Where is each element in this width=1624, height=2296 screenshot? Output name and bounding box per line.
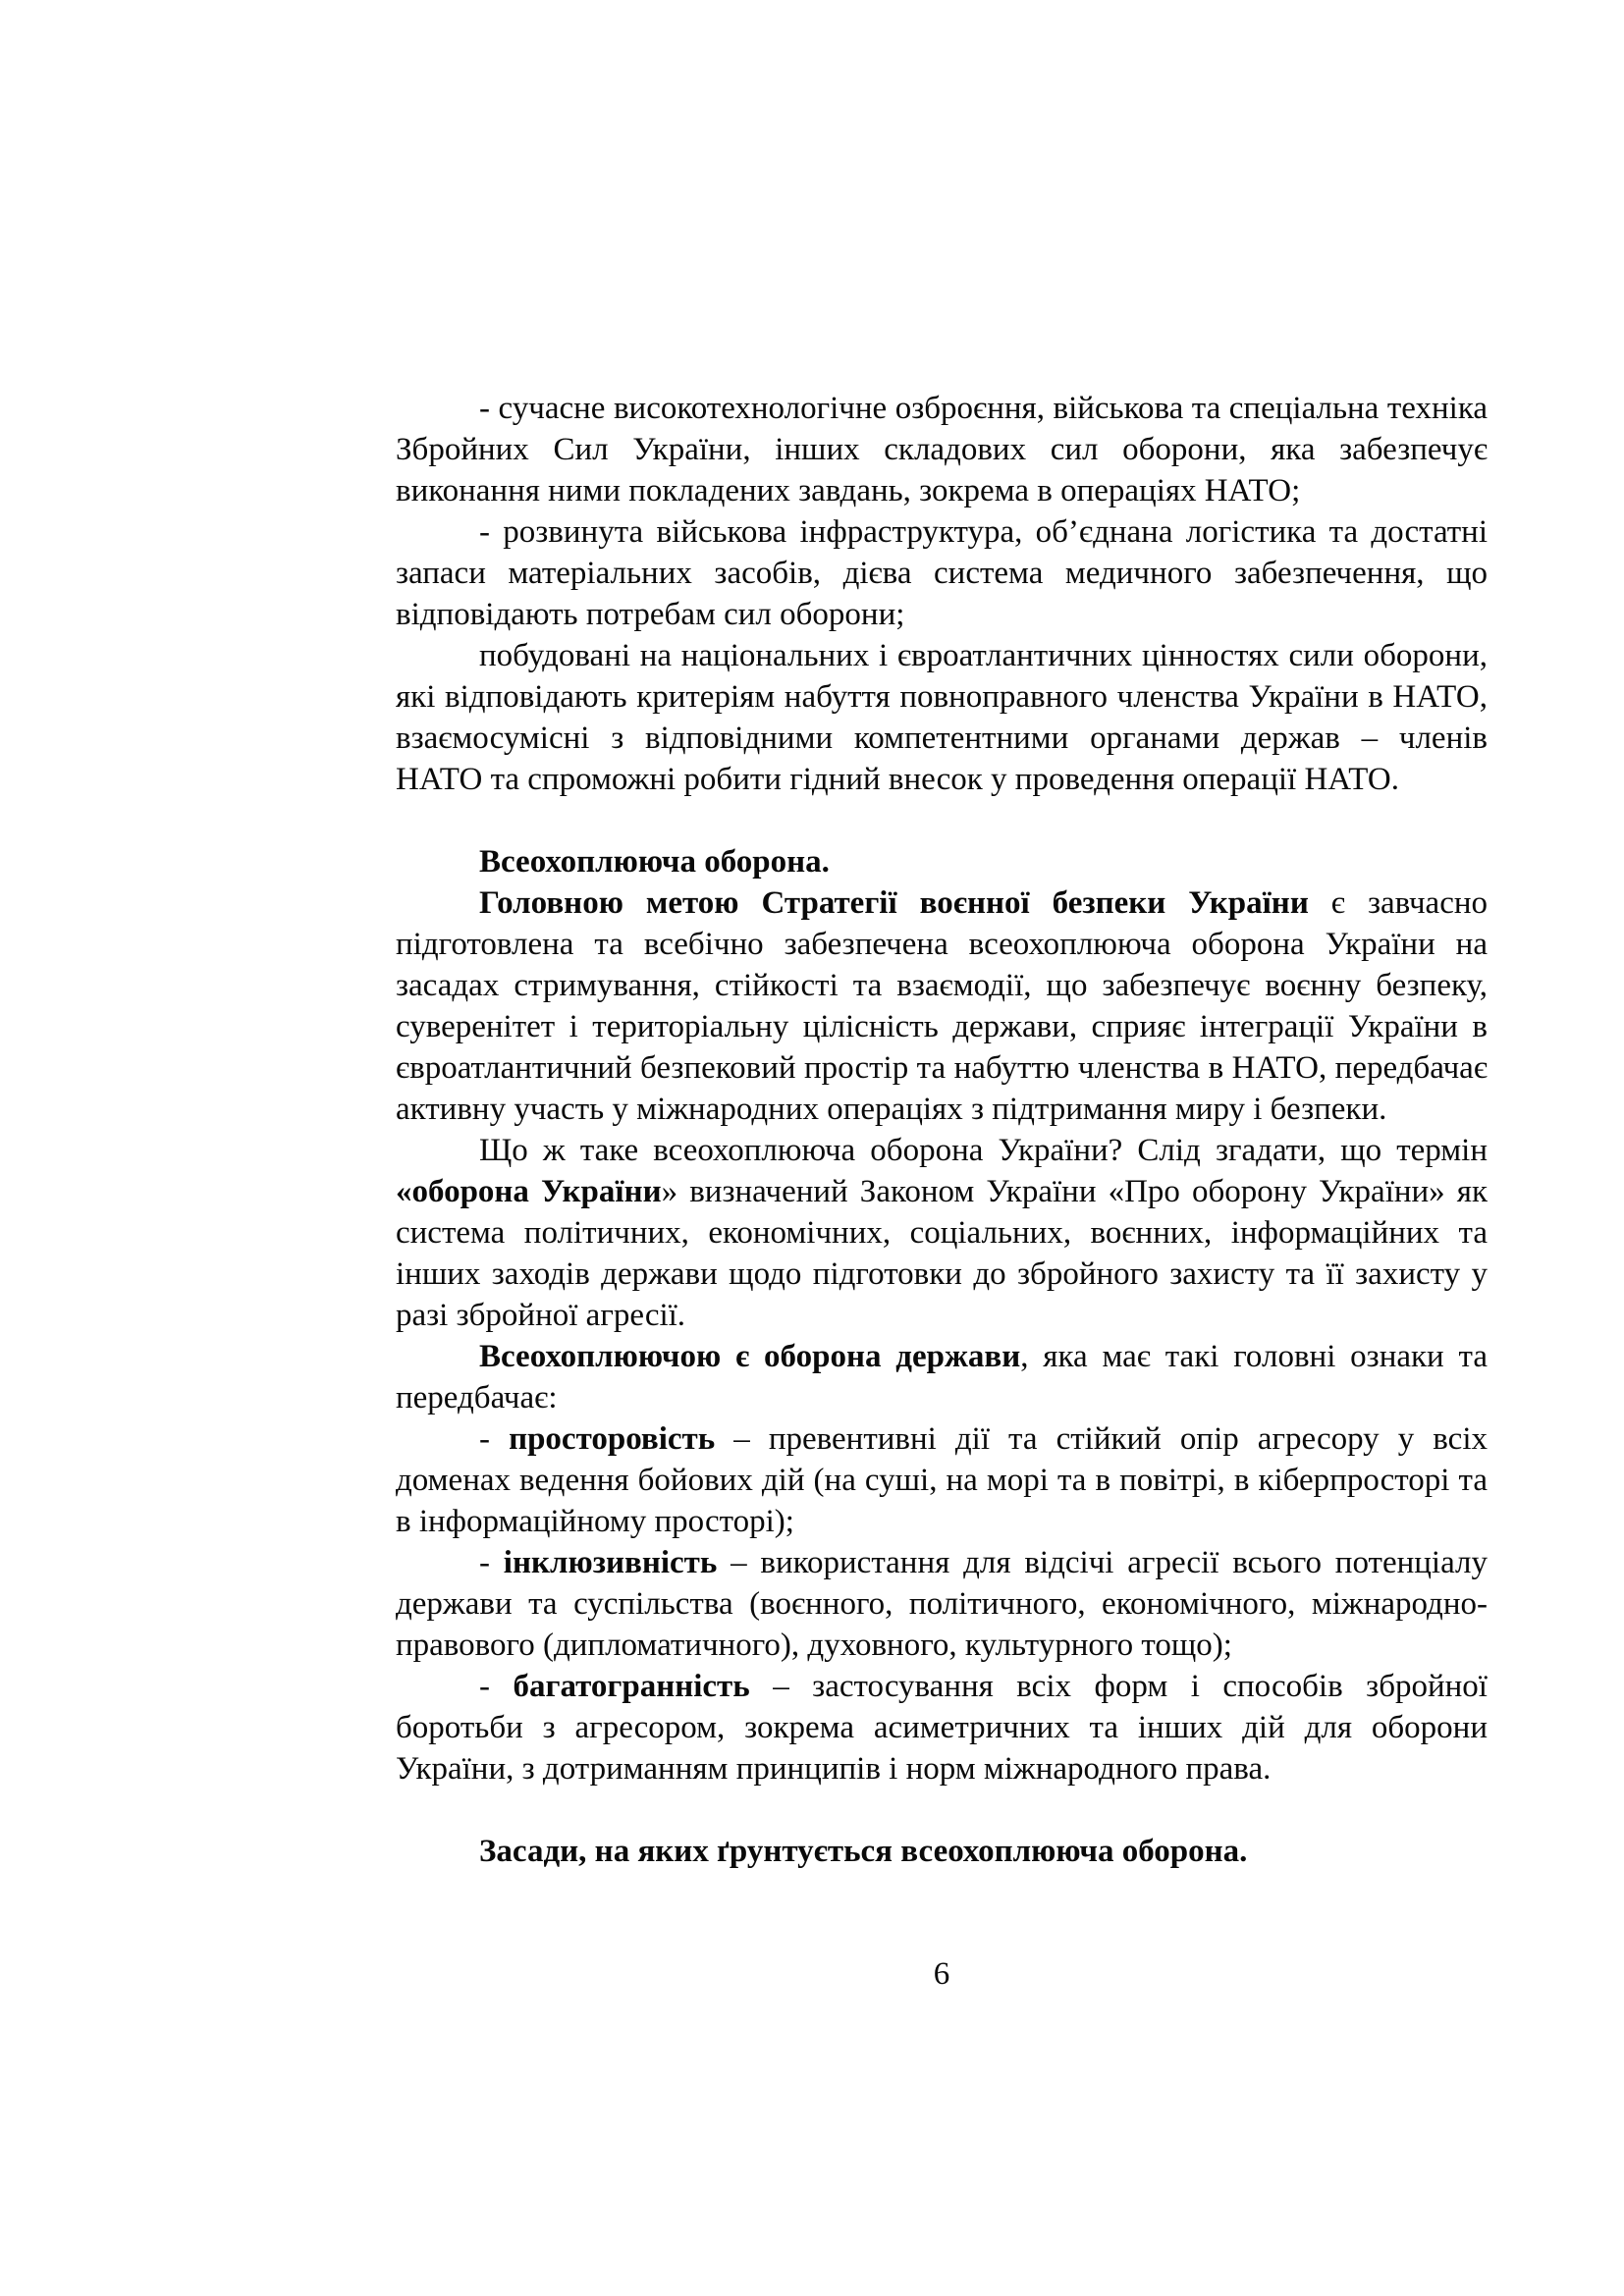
paragraph bbox=[396, 511, 1488, 635]
paragraph-text: Що ж таке всеохоплююча оборона України? Слід згадати, що термін bbox=[479, 1133, 1488, 1168]
heading-text: Всеохоплююча оборона. bbox=[479, 844, 830, 880]
paragraph-text: , яка має такі головні ознаки та передбачає: bbox=[396, 1339, 1488, 1415]
paragraph-text: - розвинута військова інфраструктура, об’єднана логістика та достатні запаси матеріальних засобів, дієва система медичного забезпечення, що відповідають потребам сил оборони; bbox=[396, 514, 1488, 632]
list-item bbox=[396, 1666, 1488, 1789]
list-item bbox=[396, 1418, 1488, 1542]
bold-term: Головною метою Стратегії воєнної безпеки України bbox=[479, 885, 1309, 921]
list-marker: - bbox=[479, 1545, 504, 1580]
paragraph-text: – застосування всіх форм і способів збройної боротьби з агресором, зокрема асиметричних та інших дій для оборони України, з дотриманням принципів і норм міжнародного права. bbox=[396, 1669, 1488, 1787]
section-heading bbox=[396, 1831, 1488, 1872]
section-heading bbox=[396, 841, 1488, 882]
paragraph bbox=[396, 388, 1488, 511]
page-number: 6 bbox=[933, 1956, 950, 1992]
bold-term: «оборона України bbox=[396, 1174, 662, 1209]
bold-term: просторовість bbox=[509, 1421, 716, 1457]
paragraph bbox=[396, 1130, 1488, 1336]
paragraph bbox=[396, 882, 1488, 1130]
page-body-text bbox=[396, 388, 1488, 1872]
bold-term: Всеохоплюючою є оборона держави bbox=[479, 1339, 1021, 1374]
paragraph-text: - сучасне високотехнологічне озброєння, військова та спеціальна техніка Збройних Сил України, інших складових сил оборони, яка забезпечує виконання ними покладених завдань, зокрема в операціях НАТО; bbox=[396, 391, 1488, 508]
paragraph bbox=[396, 1336, 1488, 1418]
paragraph bbox=[396, 635, 1488, 800]
blank-line bbox=[396, 1789, 1488, 1831]
list-marker: - bbox=[479, 1421, 510, 1457]
paragraph-text: є завчасно підготовлена та всебічно забезпечена всеохоплююча оборона України на засадах стримування, стійкості та взаємодії, що забезпечує воєнну безпеку, суверенітет і територіальну цілісність держави, сприяє інтеграції України в євроатлантичний безпековий простір та набуттю членства в НАТО, передбачає активну участь у міжнародних операціях з підтримання миру і безпеки. bbox=[396, 885, 1488, 1127]
paragraph-text: » визначений Законом України «Про оборону України» як система політичних, економічних, соціальних, воєнних, інформаційних та інших заходів держави щодо підготовки до збройного захисту та її захисту у разі збройної агресії. bbox=[396, 1174, 1488, 1333]
heading-text: Засади, на яких ґрунтується всеохоплююча оборона. bbox=[479, 1834, 1248, 1869]
bold-term: багатогранність bbox=[513, 1669, 750, 1704]
list-item bbox=[396, 1542, 1488, 1666]
blank-line bbox=[396, 800, 1488, 841]
list-marker: - bbox=[479, 1669, 514, 1704]
bold-term: інклюзивність bbox=[503, 1545, 718, 1580]
paragraph-text: побудовані на національних і євроатлантичних цінностях сили оборони, які відповідають критеріям набуття повноправного членства України в НАТО, взаємосумісні з відповідними компетентними органами держав – членів НАТО та спроможні робити гідний внесок у проведення операції НАТО. bbox=[396, 638, 1488, 797]
paragraph-text: – використання для відсічі агресії всього потенціалу держави та суспільства (воєнного, політичного, економічного, міжнародно-правового (дипломатичного), духовного, культурного тощо); bbox=[396, 1545, 1488, 1663]
paragraph-text: – превентивні дії та стійкий опір агресору у всіх доменах ведення бойових дій (на суші, на морі та в повітрі, в кіберпросторі та в інформаційному просторі); bbox=[396, 1421, 1488, 1539]
